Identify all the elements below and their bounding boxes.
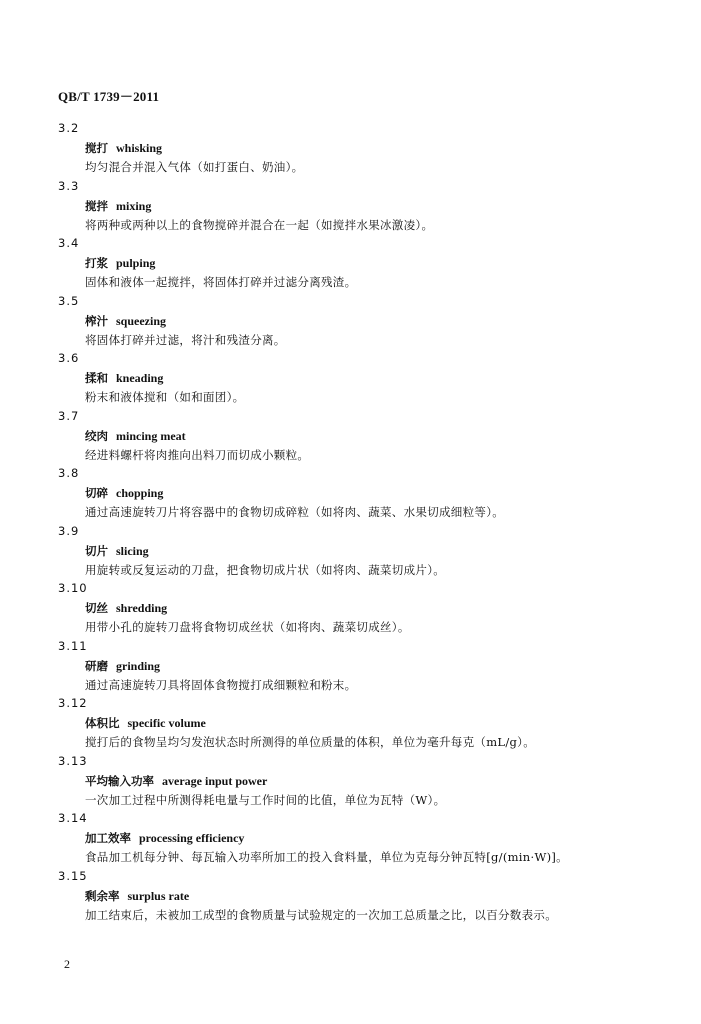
clause-number: 3.10 [58, 581, 88, 595]
term-heading [85, 198, 151, 214]
term-english: mixing [116, 198, 152, 213]
term-english: chopping [116, 486, 164, 500]
term-chinese: 揉和 [85, 371, 108, 385]
term-english: pulping [116, 256, 156, 270]
term-chinese: 搅打 [85, 141, 108, 155]
term-english: slicing [116, 543, 149, 558]
term-definition: 加工结束后，未被加工成型的食物质量与试验规定的一次加工总质量之比，以百分数表示。 [85, 907, 557, 922]
clause-number: 3.7 [58, 408, 80, 423]
term-english: surplus rate [127, 888, 190, 903]
clause-number: 3.5 [58, 293, 80, 308]
term-entry [0, 351, 701, 409]
term-heading [85, 485, 163, 501]
term-definition: 粉末和液体搅和（如和面团）。 [85, 390, 245, 404]
term-entry [0, 581, 701, 639]
term-heading [85, 543, 149, 559]
term-chinese: 切丝 [85, 601, 108, 615]
term-definition: 将固体打碎并过滤，将汁和残渣分离。 [85, 332, 286, 347]
term-definition: 一次加工过程中所测得耗电量与工作时间的比值，单位为瓦特（W）。 [85, 792, 446, 807]
term-definition: 经进料螺杆将肉推向出料刀而切成小颗粒。 [85, 447, 310, 462]
term-english: whisking [116, 141, 163, 155]
term-definition: 食品加工机每分钟、每瓦输入功率所加工的投入食料量，单位为克每分钟瓦特[g/(min·W)]。 [85, 850, 568, 864]
clause-number: 3.15 [58, 868, 88, 883]
term-definition: 用旋转或反复运动的刀盘，把食物切成片状（如将肉、蔬菜切成片）。 [85, 562, 446, 577]
term-heading [85, 715, 206, 731]
term-entry [0, 811, 701, 869]
term-english: average input power [162, 773, 268, 788]
term-definition: 将两种或两种以上的食物搅碎并混合在一起（如搅拌水果冰激凌）。 [85, 217, 434, 232]
term-chinese: 切碎 [85, 486, 108, 500]
term-entry [0, 466, 701, 524]
term-entry [0, 294, 701, 352]
term-list [0, 121, 701, 926]
term-chinese: 研磨 [85, 658, 108, 673]
term-heading [85, 773, 267, 789]
clause-number: 3.2 [58, 121, 80, 135]
clause-number: 3.11 [58, 638, 88, 653]
term-entry [0, 409, 701, 467]
term-chinese: 体积比 [85, 716, 120, 730]
term-heading [85, 600, 167, 616]
term-definition: 固体和液体一起搅拌，将固体打碎并过滤分离残渣。 [85, 275, 357, 289]
term-chinese: 绞肉 [85, 428, 108, 443]
term-chinese: 搅拌 [85, 198, 108, 213]
term-english: mincing meat [116, 428, 186, 443]
term-entry [0, 869, 701, 927]
term-chinese: 打浆 [85, 256, 108, 270]
term-heading [85, 888, 189, 904]
term-heading [85, 428, 186, 444]
term-chinese: 平均输入功率 [85, 773, 154, 788]
term-english: squeezing [116, 313, 167, 328]
term-heading [85, 140, 162, 156]
term-english: processing efficiency [139, 831, 245, 845]
clause-number: 3.6 [58, 351, 80, 365]
term-definition: 搅打后的食物呈均匀发泡状态时所测得的单位质量的体积，单位为毫升每克（mL/g）。 [85, 735, 536, 749]
term-definition: 通过高速旋转刀具将固体食物搅打成细颗粒和粉末。 [85, 677, 357, 692]
term-entry [0, 524, 701, 582]
clause-number: 3.13 [58, 753, 88, 768]
term-entry [0, 236, 701, 294]
term-chinese: 切片 [85, 543, 108, 558]
term-heading [85, 313, 166, 329]
term-entry [0, 639, 701, 697]
term-english: kneading [116, 371, 164, 385]
page-number: 2 [64, 957, 70, 971]
term-entry [0, 754, 701, 812]
term-definition: 用带小孔的旋转刀盘将食物切成丝状（如将肉、蔬菜切成丝）。 [85, 620, 410, 634]
term-english: specific volume [127, 716, 206, 730]
term-definition: 通过高速旋转刀片将容器中的食物切成碎粒（如将肉、蔬菜、水果切成细粒等）。 [85, 505, 505, 519]
term-chinese: 剩余率 [85, 888, 120, 903]
term-entry [0, 121, 701, 179]
term-heading [85, 370, 163, 386]
clause-number: 3.9 [58, 523, 80, 538]
term-english: grinding [116, 658, 161, 673]
clause-number: 3.4 [58, 236, 80, 250]
clause-number: 3.14 [58, 811, 88, 825]
document-header: QB/T 1739－2011 [58, 89, 160, 104]
term-english: shredding [116, 601, 168, 615]
term-chinese: 加工效率 [85, 831, 131, 845]
term-heading [85, 255, 155, 271]
clause-number: 3.3 [58, 178, 80, 193]
term-entry [0, 696, 701, 754]
clause-number: 3.8 [58, 466, 80, 480]
clause-number: 3.12 [58, 696, 88, 710]
term-definition: 均匀混合并混入气体（如打蛋白、奶油）。 [85, 160, 304, 174]
term-heading [85, 830, 244, 846]
term-heading [85, 658, 160, 674]
term-chinese: 榨汁 [85, 313, 108, 328]
term-entry [0, 179, 701, 237]
